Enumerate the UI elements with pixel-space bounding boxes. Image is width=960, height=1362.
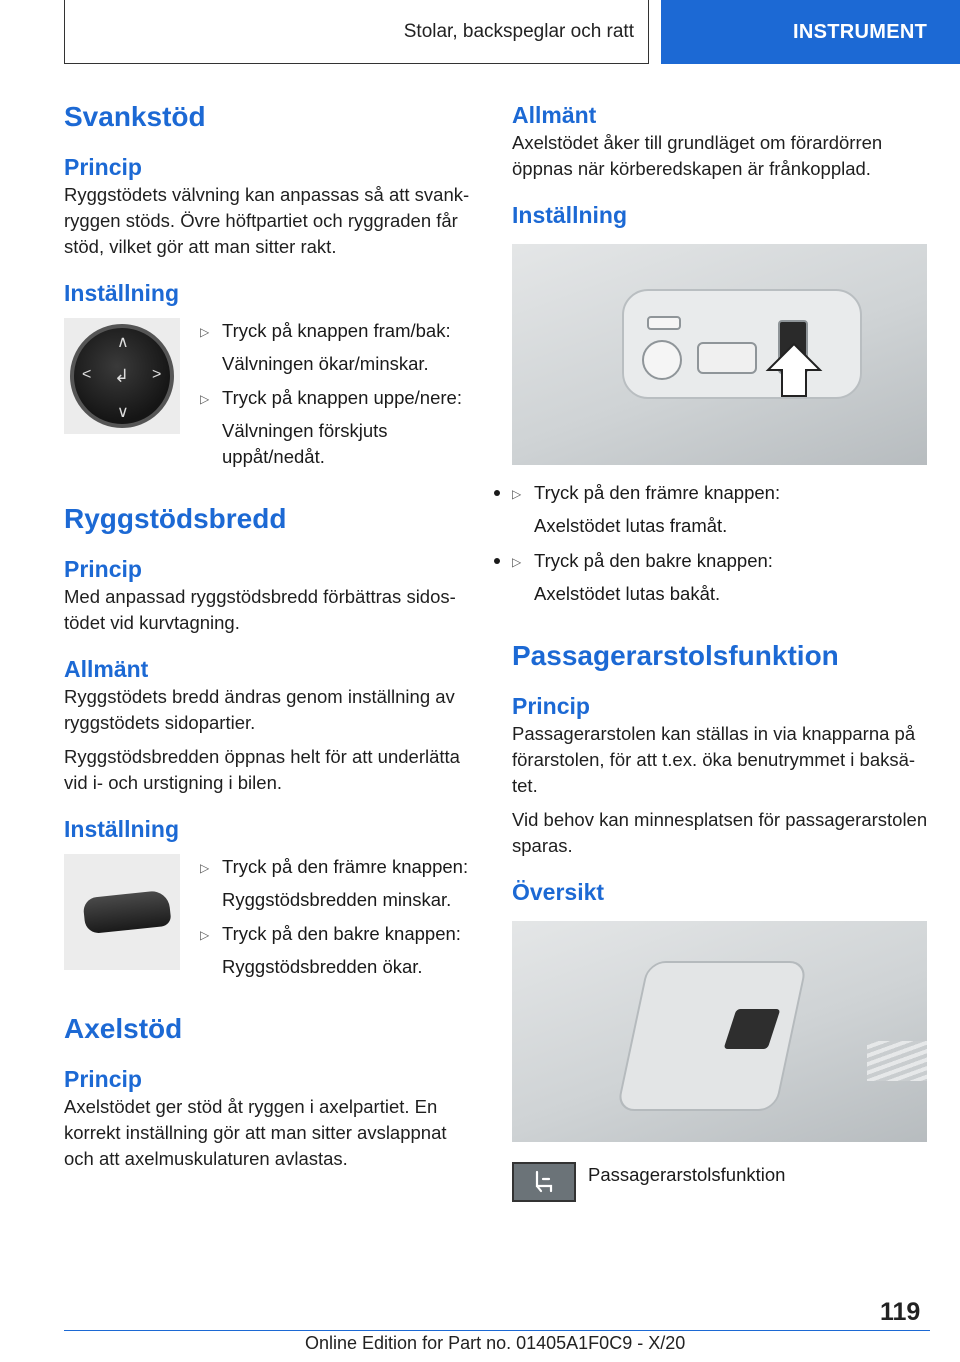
header-chapter-label: INSTRUMENT xyxy=(793,20,928,43)
width-button-image xyxy=(64,854,180,970)
triangle-bullet-icon: • ▷ xyxy=(512,487,522,501)
heading-passagerarstolsfunktion: Passagerarstolsfunktion xyxy=(512,640,839,671)
footer-divider xyxy=(64,1330,930,1331)
paragraph-passager-princip-2: Vid behov kan minnesplatsen för passagerarstolen sparas. xyxy=(512,809,928,856)
legend-label: Passagerarstolsfunktion xyxy=(588,1164,786,1185)
header-chapter-tab[interactable] xyxy=(661,0,960,64)
heading-princip: Princip xyxy=(64,154,142,180)
heading-ryggstodsbredd: Ryggstödsbredd xyxy=(64,503,287,534)
list-item: ▷ Tryck på den bakre knappen: Ryggstödsbredden ökar. xyxy=(200,923,461,977)
ryggstodsbredd-installning-row xyxy=(64,854,476,980)
passenger-seat-icon xyxy=(512,1162,576,1202)
paragraph-axelstod-princip: Axelstödet ger stöd åt ryggen i axelpartiet. En korrekt inställning gör att man sitter avslappnat och att axelmuskulaturen avlastas. xyxy=(64,1096,447,1169)
triangle-bullet-icon: ▷ xyxy=(200,392,210,406)
list-item: ▷ Tryck på den främre knappen: Ryggstödsbredden minskar. xyxy=(200,856,469,910)
left-column xyxy=(64,100,476,1172)
heading-allmant: Allmänt xyxy=(512,102,597,128)
svankstod-installning-row xyxy=(64,318,476,470)
heading-installning: Inställning xyxy=(512,202,627,228)
chevron-left-icon: < xyxy=(82,366,92,383)
lumbar-knob-image xyxy=(64,318,180,434)
footer-edition: Online Edition for Part no. 01405A1F0C9 - X/20 xyxy=(305,1333,686,1353)
heading-installning: Inställning xyxy=(64,280,179,306)
paragraph-ryggstodsbredd-princip: Med anpassad ryggstödsbredd förbättras sidostödet vid kurvtagning. xyxy=(64,586,456,633)
header-section-label: Stolar, backspeglar och ratt xyxy=(403,20,634,42)
shoulder-support-photo xyxy=(512,244,927,465)
ryggstodsbredd-steps xyxy=(200,854,468,980)
svankstod-steps xyxy=(200,318,476,470)
seat-icon: ↲ xyxy=(114,366,130,386)
paragraph-svankstod-princip: Ryggstödets välvning kan anpassas så att svankryggen stöds. Övre höftpartiet och ryggraden får stöd, vilket gör att man sitter rakt. xyxy=(64,184,470,257)
paragraph-axelstod-allmant: Axelstödet åker till grundläget om förardörren öppnas när körberedskapen är frånkopplad. xyxy=(512,132,883,179)
page-number: 119 xyxy=(880,1298,921,1326)
triangle-bullet-icon: • ▷ xyxy=(512,555,522,569)
chevron-down-icon: ∨ xyxy=(117,404,129,421)
heading-svankstod: Svankstöd xyxy=(64,101,206,132)
arrow-up-icon xyxy=(764,340,824,400)
list-item: ▷ Tryck på knappen fram/bak: Välvningen ökar/minskar. xyxy=(200,320,451,374)
paragraph-ryggstodsbredd-allmant-1: Ryggstödets bredd ändras genom inställning av ryggstödets sidopartier. xyxy=(64,686,455,733)
passenger-seat-button-photo xyxy=(512,921,927,1142)
heading-installning: Inställning xyxy=(64,816,179,842)
axelstod-steps xyxy=(512,479,930,607)
triangle-bullet-icon: ▷ xyxy=(200,861,210,875)
triangle-bullet-icon: ▷ xyxy=(200,928,210,942)
heading-allmant: Allmänt xyxy=(64,656,149,682)
chevron-up-icon: ∧ xyxy=(117,334,129,351)
list-item: • ▷ Tryck på den bakre knappen: Axelstödet lutas bakåt. xyxy=(512,547,930,607)
header-section xyxy=(64,0,649,64)
triangle-bullet-icon: ▷ xyxy=(200,325,210,339)
list-item: • ▷ Tryck på den främre knappen: Axelstödet lutas framåt. xyxy=(512,479,930,539)
right-column xyxy=(512,100,930,1202)
legend-row xyxy=(512,1162,930,1202)
list-item: ▷ Tryck på knappen uppe/nere: Välvningen förskjuts uppåt/nedåt. xyxy=(200,387,462,467)
paragraph-ryggstodsbredd-allmant-2: Ryggstödsbredden öppnas helt för att underlätta vid i- och urstigning i bilen. xyxy=(64,746,460,793)
heading-princip: Princip xyxy=(512,693,590,719)
heading-princip: Princip xyxy=(64,556,142,582)
paragraph-passager-princip-1: Passagerarstolen kan ställas in via knapparna på förarstolen, för att t.ex. öka benutrymmet i baksätet. xyxy=(512,723,916,796)
heading-axelstod: Axelstöd xyxy=(64,1013,183,1044)
chevron-right-icon: > xyxy=(152,366,162,383)
heading-oversikt: Översikt xyxy=(512,879,605,905)
heading-princip: Princip xyxy=(64,1066,142,1092)
